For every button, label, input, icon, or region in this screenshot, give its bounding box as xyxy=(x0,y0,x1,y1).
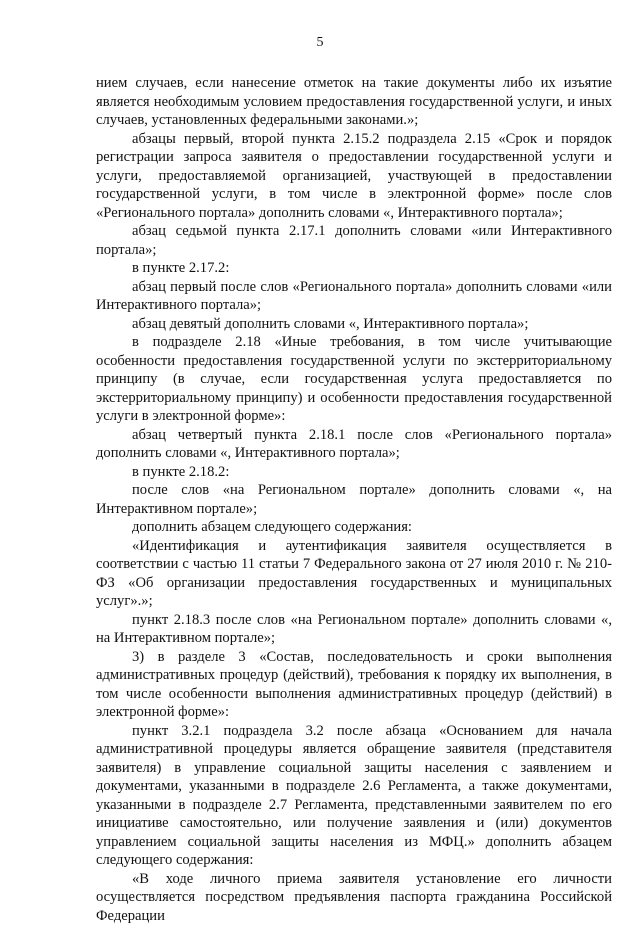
paragraph-2-17-1: абзац седьмой пункта 2.17.1 дополнить словами «или Интерактивного портала»; xyxy=(96,222,612,259)
paragraph-continuation: нием случаев, если нанесение отметок на такие документы либо их изъятие является необходимым условием предоставления государственной услуги, и иных случаев, установленных федеральными законами.»; xyxy=(96,74,612,130)
paragraph-add-content: дополнить абзацем следующего содержания: xyxy=(96,518,612,537)
paragraph-2-17-2-ninth: абзац девятый дополнить словами «, Интерактивного портала»; xyxy=(96,315,612,334)
paragraph-3-2-1: пункт 3.2.1 подраздела 3.2 после абзаца «Основанием для начала административной процедуры является обращение заявителя (представителя заявителя) в управление социальной защиты населения с заявлением и документами, указанными в подразделе 2.6 Регламента, а также документами, указанными в подразделе 2.7 Регламента, представленными заявителем по его инициативе самостоятельно, или получение заявления и (или) документов управлением социальной защиты населения из МФЦ.» дополнить абзацем следующего содержания: xyxy=(96,722,612,870)
paragraph-2-15-2: абзацы первый, второй пункта 2.15.2 подраздела 2.15 «Срок и порядок регистрации запроса заявителя о предоставлении государственной услуги и услуги, предоставляемой организацией, участвующей в предоставлении государственной услуги, в том числе в электронной форме» после слов «Регионального портала» дополнить словами «, Интерактивного портала»; xyxy=(96,130,612,223)
page-number: 5 xyxy=(0,34,640,52)
paragraph-2-18: в подразделе 2.18 «Иные требования, в том числе учитывающие особенности предоставления государственной услуги по экстерриториальному принципу (в случае, если государственная услуга предоставляется по экстерриториальному принципу) и особенности предоставления государственной услуги в электронной форме»: xyxy=(96,333,612,426)
paragraph-2-17-2-first: абзац первый после слов «Регионального портала» дополнить словами «или Интерактивного портала»; xyxy=(96,278,612,315)
paragraph-personal-reception-quote: «В ходе личного приема заявителя установление его личности осуществляется посредством предъявления паспорта гражданина Российской Федерации xyxy=(96,870,612,925)
paragraph-2-18-3: пункт 2.18.3 после слов «на Региональном портале» дополнить словами «, на Интерактивном портале»; xyxy=(96,611,612,648)
paragraph-2-18-1: абзац четвертый пункта 2.18.1 после слов «Регионального портала» дополнить словами «, Интерактивного портала»; xyxy=(96,426,612,463)
paragraph-section-3: 3) в разделе 3 «Состав, последовательность и сроки выполнения административных процедур (действий), требования к порядку их выполнения, в том числе особенности выполнения административных процедур (действий) в электронной форме»: xyxy=(96,648,612,722)
paragraph-identification-quote: «Идентификация и аутентификация заявителя осуществляется в соответствии с частью 11 статьи 7 Федерального закона от 27 июля 2010 г. № 210-ФЗ «Об организации предоставления государственных и муниципальных услуг».»; xyxy=(96,537,612,611)
paragraph-2-18-2-heading: в пункте 2.18.2: xyxy=(96,463,612,482)
paragraph-2-17-2-heading: в пункте 2.17.2: xyxy=(96,259,612,278)
document-body xyxy=(96,74,612,925)
paragraph-2-18-2-words: после слов «на Региональном портале» дополнить словами «, на Интерактивном портале»; xyxy=(96,481,612,518)
